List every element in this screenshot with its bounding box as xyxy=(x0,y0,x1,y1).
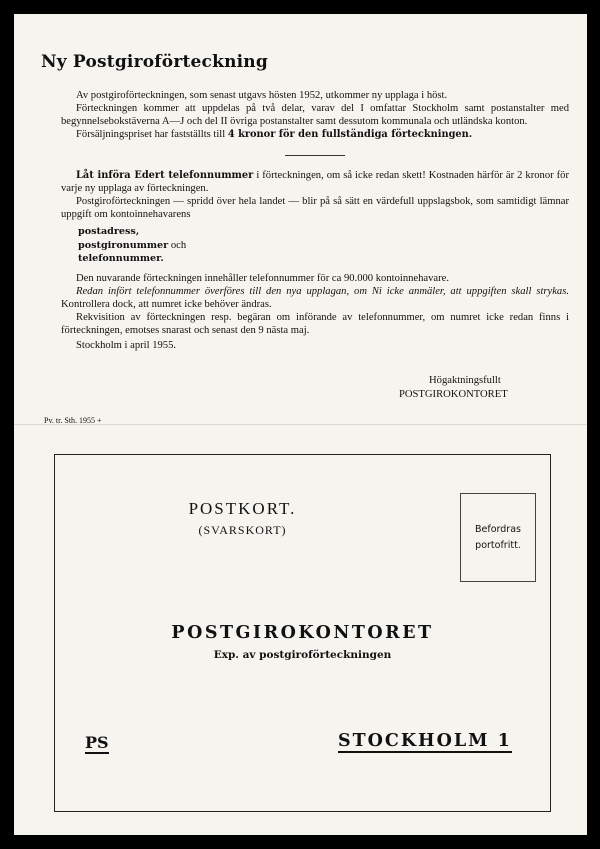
price-text: Försäljningspriset har fastställts till xyxy=(76,129,228,140)
phone-text: i förteckningen, om så icke redan skett! Kostnaden härför är 2 kronor för varje ny upplaga av förteckningen. xyxy=(61,170,569,194)
reply-postcard xyxy=(54,454,551,812)
closing-greeting: Högaktningsfullt xyxy=(429,375,501,386)
price-bold: 4 kronor för den fullständiga förteckningen. xyxy=(227,129,473,140)
paragraph-edition: Av postgiroförteckningen, som senast utgavs hösten 1952, utkommer ny upplaga i höst. xyxy=(76,90,448,101)
print-code: Pv. tr. Sth. 1955 + xyxy=(44,416,102,425)
recipient-department: Exp. av postgiroförteckningen xyxy=(213,649,392,661)
list-item: telefonnummer. xyxy=(78,253,164,264)
letter-sheet xyxy=(14,14,587,835)
paragraph-requisition: Rekvisition av förteckningen resp. begäran om införande av telefonnummer, om numret icke redan finns i förteckningen, emotses snarast och senast den 9 nästa maj. xyxy=(61,311,569,336)
list-item: postadress, xyxy=(78,226,140,237)
list-item: postgironummer och xyxy=(78,239,187,251)
postcard-title: POSTKORT. xyxy=(188,499,297,518)
transfer-italic: Redan infört telefonnummer överföres till den nya upplagan, om Ni icke anmäler, att uppgiften skall strykas. xyxy=(76,285,569,297)
letter-closing xyxy=(399,374,508,402)
closing-sender: POSTGIROKONTORET xyxy=(399,389,508,400)
letter-date: Stockholm i april 1955. xyxy=(76,339,177,351)
fold-line xyxy=(14,424,587,425)
postage-box xyxy=(460,493,536,582)
letter-body xyxy=(61,89,569,352)
paragraph-price xyxy=(61,128,569,141)
phone-bold: Låt införa Edert telefonnummer xyxy=(76,170,254,181)
paragraph-phone xyxy=(61,169,569,195)
section-divider xyxy=(285,155,345,156)
paragraph-count: Den nuvarande förteckningen innehåller telefonnummer för ca 90.000 kontoinnehavare. xyxy=(76,272,449,284)
recipient-city: STOCKHOLM 1 xyxy=(338,731,512,751)
paragraph-directory: Postgiroförteckningen — spridd över hela landet — blir på så sätt en värdefull uppslagsbok, som samtidigt lämnar uppgift om kontoinnehavarens xyxy=(61,196,569,220)
info-list xyxy=(78,225,569,266)
postcard-subtitle: (SVARSKORT) xyxy=(198,523,287,537)
paragraph-division: Förteckningen kommer att uppdelas på två delar, varav del I omfattar Stockholm samt postanstalter med begynnelsebokstäverna A—J och del II övriga postanstalter samt dessutom kommunala och utländska konton. xyxy=(61,103,569,127)
postage-text-1: Befordras xyxy=(475,523,521,535)
ps-marker: PS xyxy=(85,733,109,752)
paragraph-transfer xyxy=(61,285,569,311)
postage-text-2: portofritt. xyxy=(475,539,521,551)
letter-title: Ny Postgiroförteckning xyxy=(41,52,268,72)
transfer-text: Kontrollera dock, att numret icke behöver ändras. xyxy=(61,298,272,310)
recipient-name: POSTGIROKONTORET xyxy=(171,623,434,643)
